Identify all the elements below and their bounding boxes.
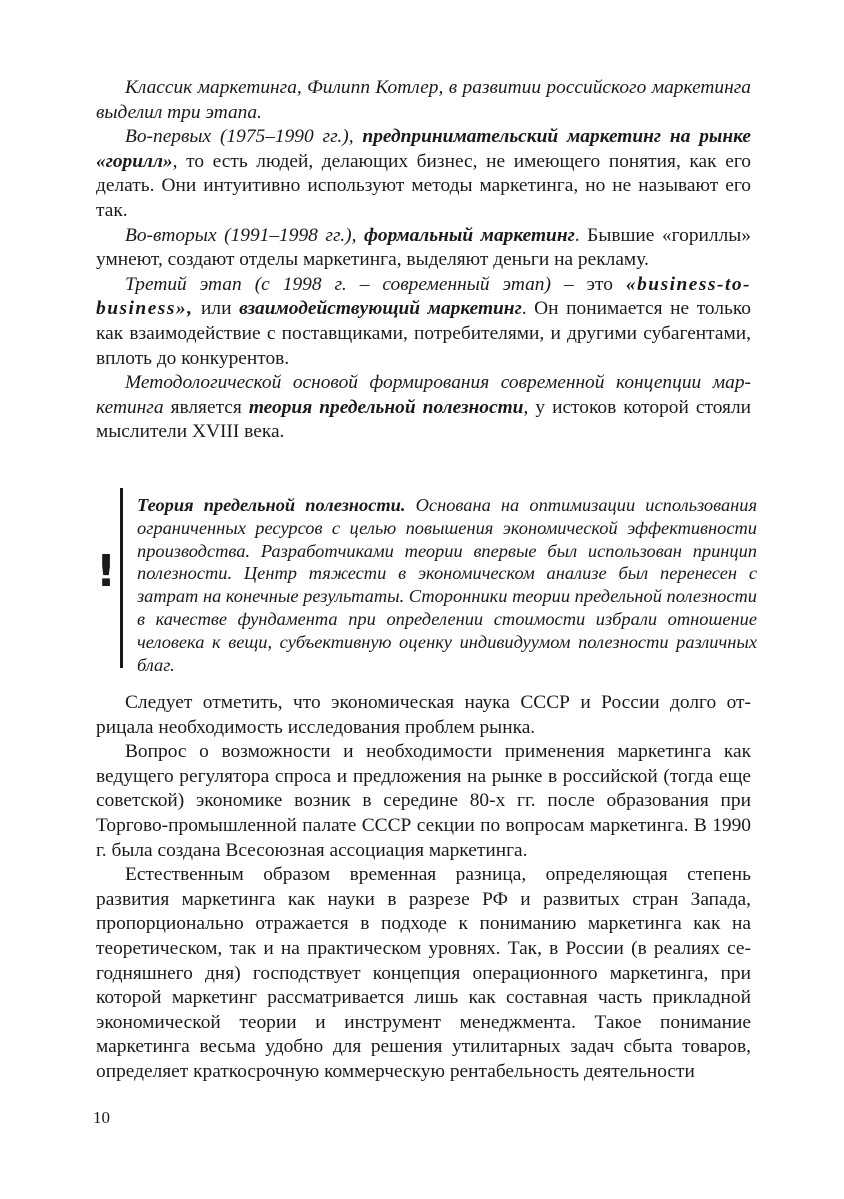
callout-divider — [120, 488, 123, 668]
text-run-emphasis: взаимодействующий маркетинг — [239, 298, 522, 320]
callout-text — [137, 494, 757, 676]
intro-text — [96, 76, 751, 445]
text-run-emphasis: «business-to-business», — [96, 273, 751, 320]
text-run-emphasis: предпринимательский маркетинг на рынке «горилл» — [96, 126, 751, 172]
text-run: или — [193, 298, 240, 320]
callout-body: Основана на оптимизации использования ограниченных ресурсов с целью повышения экономической эффективности производства. Разработчиками теории впервые был использован принцип полезности. Центр тяжести в экономическом анализе был перенесен с затрат на конечные результаты. Сторонники теории предельной полезности в качестве фундамента при определении стоимости избрали отношение человека к вещи, субъективную оценку индивидуумом полезности различных благ. — [137, 495, 758, 675]
paragraph — [96, 125, 751, 223]
paragraph: Вопрос о возможности и необходимости применения маркетинга как ведущего регулятора спроса и предложения на рынке в российской (тогда еще советской) экономике возник в середине 80-х гг. после образования при Торгово-промышленной палате СССР секции по вопросам маркетинга. В 1990 г. была создана Всесоюзная ассоциация маркетинга. — [96, 741, 751, 861]
text-run: Третий этап (с 1998 г. – современный этап) — [125, 273, 551, 295]
text-run: , то есть людей, делающих бизнес, не имеющего понятия, как его делать. Они интуитивно используют методы маркетинга, но не называют его так. — [96, 150, 751, 221]
text-run: , у истоков которой стояли мыслители XVIII века. — [96, 396, 751, 443]
exclamation-icon: ! — [96, 546, 117, 597]
text-run-emphasis: формальный маркетинг — [364, 224, 575, 246]
callout-title: Теория предельной полезности. — [137, 495, 406, 515]
text-run: . Бывшие «гориллы» умнеют, создают отделы маркетинга, выделяют деньги на рекламу. — [96, 224, 751, 271]
paragraph: Следует отметить, что экономическая наука СССР и России долго отрицала необходимость исследования проблем рынка. — [96, 692, 751, 738]
text-run: Во-вторых (1991–1998 гг.), — [125, 224, 365, 246]
paragraph: Естественным образом временная разница, определяющая степень развития маркетинга как науки в разрезе РФ и развитых стран Запада, пропорционально отражается в подходе к пониманию маркетинга как на теоретическом, так и на практическом уровнях. Так, в России (в реалиях сегодняшнего дня) господствует концепция операционного маркетинга, при которой маркетинг рассматривается лишь как составная часть прикладной экономической теории и инструмент менеджмента. Такое понимание маркетинга весьма удобно для решения утилитарных задач сбыта товаров, определяет краткосрочную коммерческую рентабельность деятельности — [96, 864, 751, 1082]
text-run: Методологической основой формирования современной концепции маркетинга — [96, 372, 751, 418]
paragraph — [96, 371, 751, 445]
text-run: является — [163, 396, 249, 418]
text-run-emphasis: теория предельной полезности — [248, 396, 524, 418]
page-number: 10 — [93, 1108, 110, 1127]
paragraph — [96, 224, 751, 273]
text-run: Во-первых (1975–1990 гг.), — [125, 126, 363, 148]
paragraph — [96, 76, 751, 125]
text-run: Классик маркетинга, Филипп Котлер, в развитии российского маркетинга выделил три этапа. — [96, 77, 751, 123]
main-text — [96, 691, 751, 1085]
text-run: – это — [550, 273, 626, 295]
text-run: . Он понимается не только как взаимодействие с поставщиками, потребителями, и другими субагентами, вплоть до конкурентов. — [96, 298, 751, 369]
paragraph — [96, 273, 751, 371]
definition-callout — [96, 488, 758, 675]
